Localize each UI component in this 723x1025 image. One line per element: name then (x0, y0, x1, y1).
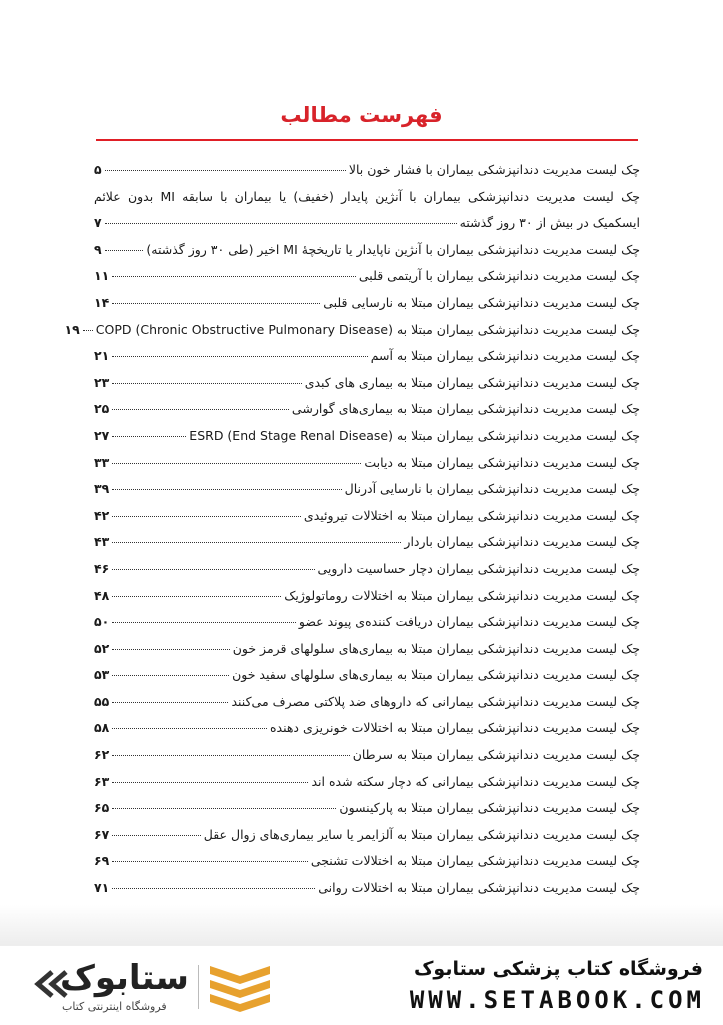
dot-leader (112, 383, 301, 384)
toc-entry-page: ۲۱ (94, 348, 110, 364)
toc-entry[interactable] (94, 210, 640, 237)
toc-entry[interactable] (94, 848, 640, 875)
toc-entry-title: چک لیست مدیریت دندانپزشکی بیماران مبتلا به آسم (370, 348, 640, 364)
toc-entry-page: ۶۲ (94, 747, 110, 763)
dot-leader (112, 861, 308, 862)
toc-entry-title: چک لیست مدیریت دندانپزشکی بیماران مبتلا به نارسایی قلبی (323, 294, 640, 310)
toc-entry-title: چک لیست مدیریت دندانپزشکی بیماران مبتلا به آلزایمر یا سایر بیماری‌های زوال عقل (203, 826, 640, 842)
dot-leader (112, 649, 229, 650)
toc-entry[interactable] (94, 583, 640, 610)
toc-entry-title: چک لیست مدیریت دندانپزشکی بیماران با نارسایی آدرنال (344, 481, 640, 497)
toc-entry-page: ۲۳ (94, 374, 110, 390)
toc-entry[interactable] (94, 875, 640, 902)
toc-entry[interactable] (94, 290, 640, 317)
toc-entry-page: ۵ (94, 162, 102, 177)
toc-entry-page: ۶۳ (94, 773, 110, 789)
toc-entry-page: ۶۷ (94, 826, 110, 842)
toc-entry-page: ۷ (94, 215, 102, 231)
toc-entry-title: ایسکمیک در بیش از ۳۰ روز گذشته (459, 215, 640, 231)
toc-entry-page: ۶۹ (94, 853, 110, 869)
toc-entry-page: ۵۸ (94, 720, 110, 736)
dot-leader (105, 250, 144, 251)
toc-entry[interactable] (94, 343, 640, 370)
toc-entry-title: چک لیست مدیریت دندانپزشکی بیماران باردار (404, 534, 640, 550)
toc-entry-title: چک لیست مدیریت دندانپزشکی بیماران مبتلا به دیابت (364, 454, 640, 470)
toc-entry[interactable] (94, 662, 640, 689)
toc-entry-title: چک لیست مدیریت دندانپزشکی بیماران مبتلا به اختلالات تیروئیدی (303, 507, 640, 523)
dot-leader (112, 755, 349, 756)
dot-leader (112, 516, 301, 517)
toc-entry[interactable] (94, 689, 640, 716)
toc-entry[interactable] (94, 237, 640, 264)
toc-entry[interactable] (94, 636, 640, 663)
dot-leader (112, 596, 281, 597)
toc-entry[interactable] (94, 396, 640, 423)
chevron-stack-icon (210, 966, 270, 1012)
toc-entry-title: چک لیست مدیریت دندانپزشکی بیماران مبتلا به سرطان (352, 747, 640, 763)
toc-entry-page: ۳۹ (94, 481, 110, 497)
dot-leader (112, 569, 314, 570)
toc-entry[interactable] (94, 503, 640, 530)
dot-leader (105, 170, 346, 171)
toc-entry-page: ۶۵ (94, 800, 110, 816)
toc-entry[interactable] (94, 609, 640, 636)
toc-entry-title: چک لیست مدیریت دندانپزشکی بیماران با آریتمی قلبی (358, 268, 640, 284)
toc-entry-title: چک لیست مدیریت دندانپزشکی بیماران با فشار خون بالا (348, 162, 640, 177)
toc-entry-page: ۷۱ (94, 880, 110, 896)
dot-leader (105, 223, 457, 224)
toc-entry-page: ۵۳ (94, 667, 110, 683)
toc-entry[interactable] (94, 556, 640, 583)
toc-entry[interactable] (94, 370, 640, 397)
toc-entry[interactable] (94, 769, 640, 796)
toc-entry-page: ۱۱ (94, 268, 110, 284)
page-fade (0, 905, 723, 945)
dot-leader (112, 888, 315, 889)
page-title: فهرست مطالب (280, 103, 443, 127)
toc-entry-title: چک لیست مدیریت دندانپزشکی بیماران مبتلا به (ESRD (End Stage Renal Disease (189, 427, 640, 443)
toc-entry[interactable] (94, 184, 640, 211)
toc-entry-title: چک لیست مدیریت دندانپزشکی بیماران مبتلا به اختلالات روانی (318, 880, 640, 896)
toc-entry-title: چک لیست مدیریت دندانپزشکی بیماران مبتلا به بیماری‌های سلولهای سفید خون (232, 667, 640, 683)
toc-entry-title: چک لیست مدیریت دندانپزشکی بیماران دچار حساسیت دارویی (317, 560, 640, 576)
toc-entry-page: ۳۳ (94, 454, 110, 470)
toc-entry[interactable] (94, 423, 640, 450)
toc-entry-page: ۴۶ (94, 560, 110, 576)
toc-entry-title: چک لیست مدیریت دندانپزشکی بیماران مبتلا به بیماری‌های سلولهای قرمز خون (232, 640, 640, 656)
toc-entry-page: ۵۰ (94, 614, 110, 630)
toc-entry-title: چک لیست مدیریت دندانپزشکی بیمارانی که دچار سکته شده اند (311, 773, 640, 789)
toc-entry[interactable] (64, 317, 640, 344)
dot-leader (112, 409, 289, 410)
toc-entry[interactable] (94, 476, 640, 503)
toc-entry-title: چک لیست مدیریت دندانپزشکی بیماران مبتلا به اختلالات خونریزی دهنده (269, 720, 640, 736)
toc-entry-title: چک لیست مدیریت دندانپزشکی بیماران مبتلا به بیماری‌های گوارشی (291, 401, 640, 417)
dot-leader (112, 675, 229, 676)
toc-entry-title: چک لیست مدیریت دندانپزشکی بیماران با آنژین ناپایدار یا تاریخچهٔ MI اخیر (طی ۳۰ روز گذشته) (146, 241, 640, 257)
toc-entry[interactable] (94, 157, 640, 184)
toc-entry[interactable] (94, 822, 640, 849)
table-of-contents (64, 157, 641, 902)
toc-entry[interactable] (94, 263, 640, 290)
toc-entry-title: چک لیست مدیریت دندانپزشکی بیماران مبتلا به اختلالات تشنجی (310, 853, 640, 869)
toc-entry-page: ۱۴ (94, 294, 110, 310)
toc-entry-title: چک لیست مدیریت دندانپزشکی بیماران مبتلا به (COPD (Chronic Obstructive Pulmonary Disease (95, 321, 640, 337)
dot-leader (83, 330, 93, 331)
dot-leader (112, 436, 186, 437)
toc-entry-page: ۲۷ (94, 427, 110, 443)
store-url-link[interactable]: WWW.SETABOOK.COM (409, 986, 705, 1014)
toc-entry-page: ۹ (94, 241, 102, 257)
dot-leader (112, 356, 367, 357)
toc-entry[interactable] (94, 715, 640, 742)
dot-leader (112, 835, 201, 836)
logo-tagline: فروشگاه اینترنتی کتاب (62, 1000, 167, 1013)
toc-entry[interactable] (94, 795, 640, 822)
store-name: فروشگاه کتاب پزشکی ستابوک (413, 958, 703, 980)
dot-leader (112, 808, 336, 809)
dot-leader (112, 303, 320, 304)
dot-leader (112, 728, 267, 729)
toc-entry[interactable] (94, 742, 640, 769)
toc-entry[interactable] (94, 529, 640, 556)
toc-entry-page: ۲۵ (94, 401, 110, 417)
toc-entry-page: ۴۸ (94, 587, 110, 603)
toc-entry-page: ۵۵ (94, 693, 110, 709)
toc-entry-page: ۴۲ (94, 507, 110, 523)
toc-entry[interactable] (94, 450, 640, 477)
logo-wordmark: ستابوک (60, 958, 189, 998)
toc-entry-title: چک لیست مدیریت دندانپزشکی بیماران مبتلا به پارکینسون (339, 800, 640, 816)
toc-entry-title: چک لیست مدیریت دندانپزشکی بیماران مبتلا به بیماری های کبدی (304, 374, 640, 390)
dot-leader (112, 489, 341, 490)
dot-leader (112, 542, 401, 543)
toc-entry-page: ۵۲ (94, 640, 110, 656)
dot-leader (112, 782, 308, 783)
toc-entry-title: چک لیست مدیریت دندانپزشکی بیماران مبتلا به اختلالات روماتولوژیک (284, 587, 640, 603)
toc-entry-page: ۴۳ (94, 534, 110, 550)
toc-entry-title: چک لیست مدیریت دندانپزشکی بیماران با آنژین پایدار (خفیف) یا بیماران با سابقه MI بدون علائم (94, 188, 641, 204)
dot-leader (112, 702, 228, 703)
toc-entry-title: چک لیست مدیریت دندانپزشکی بیماران دریافت کننده‌ی پیوند عضو (298, 614, 640, 630)
toc-entry-title: چک لیست مدیریت دندانپزشکی بیمارانی که داروهای ضد پلاکتی مصرف می‌کنند (231, 693, 640, 709)
toc-entry-page: ۱۹ (64, 321, 80, 337)
dot-leader (112, 276, 356, 277)
dot-leader (112, 622, 296, 623)
dot-leader (112, 463, 361, 464)
title-underline (96, 139, 638, 141)
